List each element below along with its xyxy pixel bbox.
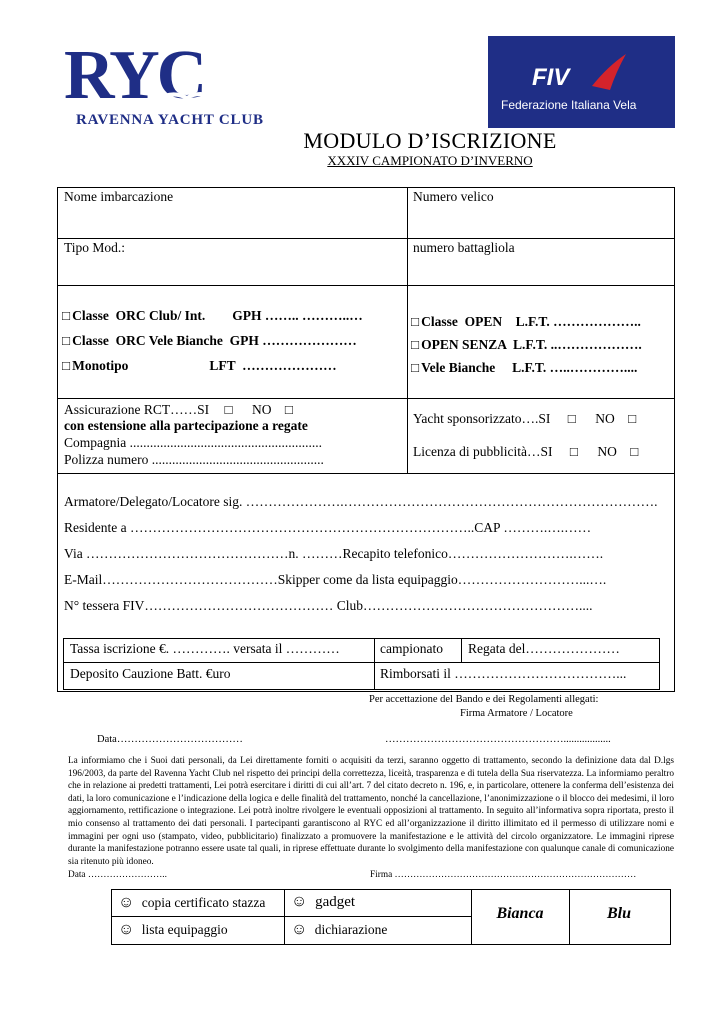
copia-certificato-label: copia certificato stazza xyxy=(141,895,266,910)
assicurazione-label: Assicurazione RCT……SI xyxy=(64,402,210,417)
class-vele-bianche-option[interactable]: □ Vele Bianche L.F.T. …..………….... xyxy=(411,360,637,376)
privacy-firma-field[interactable]: Firma …………………………………………………………………… xyxy=(370,870,637,880)
gadget-label: gadget xyxy=(315,894,356,910)
lista-equipaggio-label: lista equipaggio xyxy=(141,922,228,937)
bianca-option[interactable]: Bianca xyxy=(496,905,544,922)
class-orc-club-option[interactable]: □ Classe ORC Club/ Int. GPH …….. ………..… xyxy=(62,308,363,324)
checklist-copia-certificato[interactable] xyxy=(118,894,265,912)
smiley-icon: ☺ xyxy=(291,921,308,938)
residente-field[interactable]: Residente a …………………………………………………………………..CAP ……….….…… xyxy=(64,520,592,535)
ryc-logo xyxy=(62,42,267,130)
acceptance-text: Per accettazione del Bando e dei Regolamenti allegati: xyxy=(369,694,599,705)
polizza-field[interactable]: Polizza numero ................................................... xyxy=(64,452,324,467)
class-open-option[interactable]: □ Classe OPEN L.F.T. ……………….. xyxy=(411,314,641,330)
sponsor-label: Yacht sponsorizzato….SI xyxy=(413,411,551,426)
fiv-logo-name: Federazione Italiana Vela xyxy=(501,98,637,112)
licenza-row xyxy=(413,444,640,460)
fiv-logo xyxy=(488,36,675,128)
assicurazione-si-checkbox[interactable] xyxy=(224,402,234,417)
deposito-cauzione-field[interactable]: Deposito Cauzione Batt. €uro xyxy=(70,666,231,681)
class-monotipo-option[interactable]: □ Monotipo LFT ………………… xyxy=(62,358,337,374)
sail-icon xyxy=(592,54,626,90)
tassa-iscrizione-field[interactable]: Tassa iscrizione €. …………. versata il ………… xyxy=(70,641,340,656)
email-field[interactable]: E-Mail…………………………………Skipper come da lista equipaggio………………………...…. xyxy=(64,572,607,587)
estensione-label: con estensione alla partecipazione a regate xyxy=(64,418,308,433)
checklist-lista-equipaggio[interactable] xyxy=(118,921,228,939)
campionato-label: campionato xyxy=(380,641,443,656)
page-subtitle: XXXIV CAMPIONATO D’INVERNO xyxy=(327,153,533,168)
numero-battagliola-field[interactable]: numero battagliola xyxy=(413,240,515,255)
smiley-icon: ☺ xyxy=(291,893,308,910)
sponsor-no-label: NO xyxy=(595,411,615,426)
via-field[interactable]: Via ………………………………………n. ………Recapito telefonico……………………….……. xyxy=(64,546,604,561)
sponsor-si-checkbox[interactable] xyxy=(568,411,578,426)
assicurazione-no-checkbox[interactable] xyxy=(285,402,295,417)
dichiarazione-label: dichiarazione xyxy=(314,922,388,937)
compagnia-field[interactable]: Compagnia ......................................................... xyxy=(64,435,322,450)
blu-option[interactable]: Blu xyxy=(606,905,631,922)
sponsor-row xyxy=(413,411,638,427)
smiley-icon: ☺ xyxy=(118,894,135,911)
licenza-si-checkbox[interactable] xyxy=(570,444,580,459)
licenza-no-label: NO xyxy=(597,444,617,459)
fiv-logo-letters: FIV xyxy=(532,64,570,91)
checklist-gadget[interactable] xyxy=(291,893,355,911)
numero-velico-field[interactable]: Numero velico xyxy=(413,189,494,204)
class-orc-vele-bianche-option[interactable]: □ Classe ORC Vele Bianche GPH ………………… xyxy=(62,333,357,349)
tipo-mod-field[interactable]: Tipo Mod.: xyxy=(64,240,126,255)
assicurazione-row xyxy=(64,402,295,418)
ryc-logo-name: RAVENNA YACHT CLUB xyxy=(76,112,264,128)
class-open-senza-option[interactable]: □ OPEN SENZA L.F.T. ..………………. xyxy=(411,337,642,353)
tessera-fiv-field[interactable]: N° tessera FIV…………………………………… Club………………………………………….... xyxy=(64,598,593,613)
privacy-notice: La informiamo che i Suoi dati personali, da Lei direttamente forniti o acquisiti da terzi, saranno oggetto di trattamento, secondo la definizione data dal D.lgs 196/2003, da parte del Ravenna Yacht Club nel rispetto dei principi della correttezza, liceità, trasparenza e di tutela della Sua riservatezza. La informiamo peraltro che in relazione ai predetti trattamenti, Lei potrà esercitare i diritti di cui all’art. 7 del citato decreto n. 196, e, in particolare, ottenere la conferma dell’esistenza dei dati, la loro comunicazione e l’indicazione della logica e delle finalità del trattamento, nonché la cancellazione, l’anonimizzazione o il blocco dei medesimi, il loro aggiornamento, rettificazione o integrazione. Lei potrà inoltre rivolgere le eventuali opposizioni al trattamento. In seguito all’informativa sopra riportata, presto il mio consenso al trattamento dei dati personali. I partecipanti garantiscono al RYC ed all’organizzazione il diritto illimitato ed il permesso di utilizzare nomi e immagini per ogni uso (stampato, video, pubblicitario) finalizzato a promuovere la manifestazione e le attività del circolo organizzatore. Le immagini riprese durante la manifestazione potranno essere usate tal quali, in riprese effettuate durante lo svolgimento della manifestazione con qualunque canale di comunicazione sia ritenuto più idoneo. xyxy=(68,756,674,867)
sponsor-no-checkbox[interactable] xyxy=(628,411,638,426)
licenza-label: Licenza di pubblicità…SI xyxy=(413,444,553,459)
checklist-dichiarazione[interactable] xyxy=(291,921,387,939)
privacy-data-field[interactable]: Data …………………….. xyxy=(68,870,167,880)
nome-imbarcazione-field[interactable]: Nome imbarcazione xyxy=(64,189,174,204)
regata-field[interactable]: Regata del………………… xyxy=(468,641,620,656)
assicurazione-no-label: NO xyxy=(252,402,272,417)
firma-signature-field[interactable]: …………………………………………….................. xyxy=(385,734,611,745)
armatore-field[interactable]: Armatore/Delegato/Locatore sig. ………………….……………………………………………………………. xyxy=(64,494,658,509)
page-title: MODULO D’ISCRIZIONE xyxy=(303,128,557,153)
data-signature-field[interactable]: Data……………………………… xyxy=(97,734,243,745)
firma-armatore-label: Firma Armatore / Locatore xyxy=(460,708,573,719)
licenza-no-checkbox[interactable] xyxy=(630,444,640,459)
ryc-logo-letters: RYC xyxy=(64,42,205,114)
rimborsati-field[interactable]: Rimborsati il ………………………………... xyxy=(380,666,627,681)
smiley-icon: ☺ xyxy=(118,921,135,938)
